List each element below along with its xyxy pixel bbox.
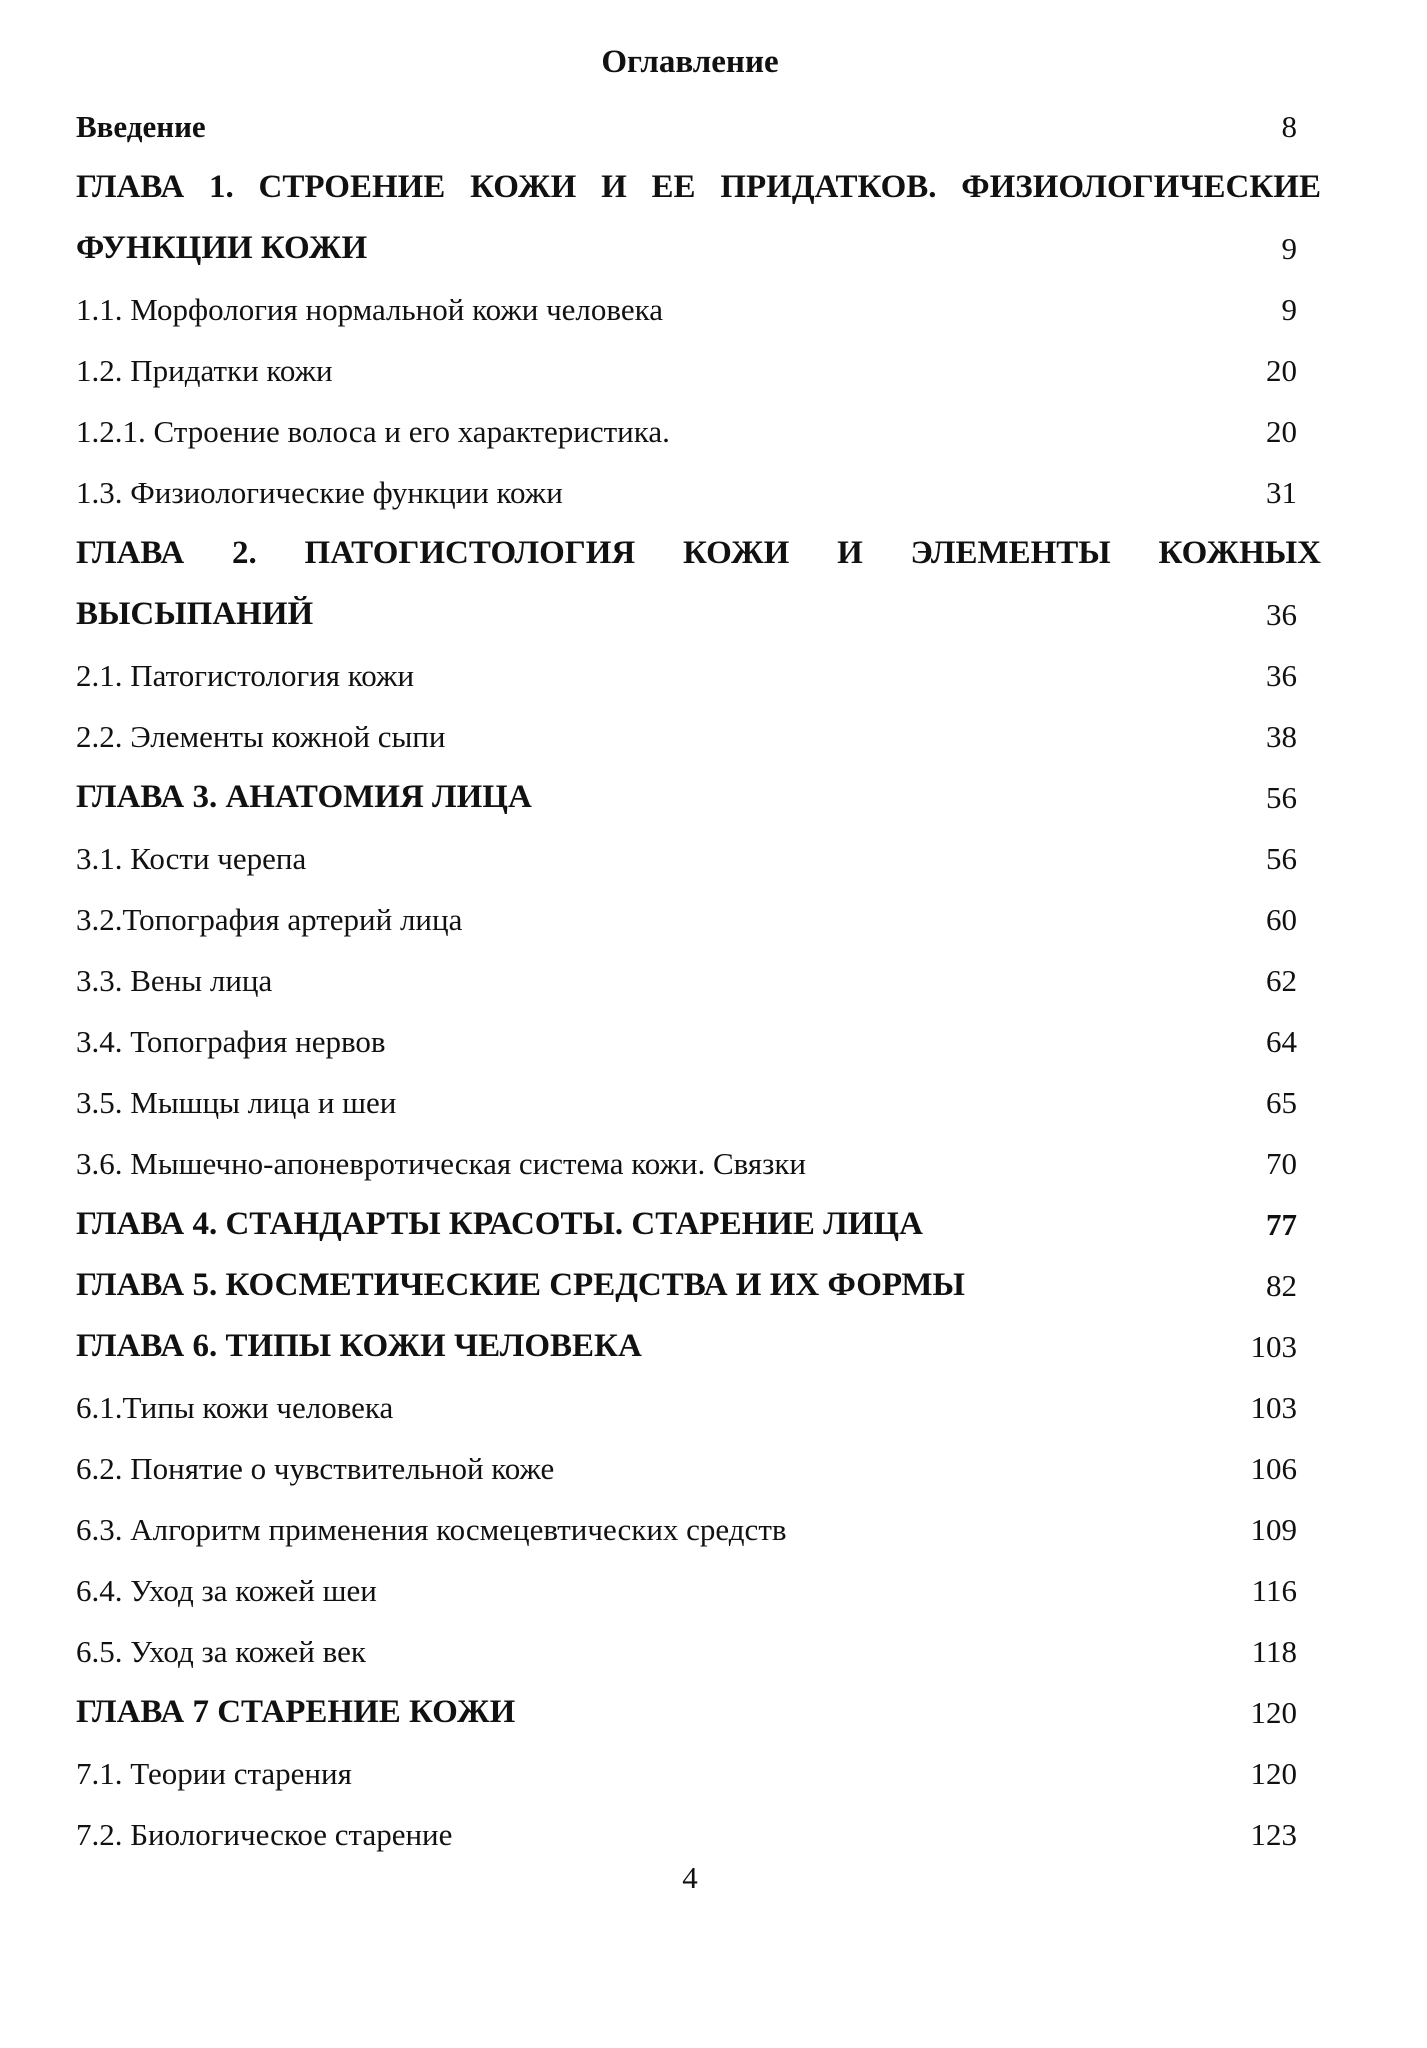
- toc-entry-title: 3.3. Вены лица: [76, 962, 273, 998]
- toc-entry[interactable]: [76, 645, 1321, 706]
- toc-entry-page: 20: [1266, 413, 1297, 449]
- toc-entry-page: 70: [1266, 1145, 1297, 1181]
- toc-entry-title: 1.3. Физиологические функции кожи: [76, 474, 563, 510]
- toc-entry-chapter-2-line-1[interactable]: [76, 523, 1321, 584]
- toc-entry-title: 6.1.Типы кожи человека: [76, 1389, 394, 1425]
- toc-entry[interactable]: [76, 1438, 1321, 1499]
- toc-entry[interactable]: [76, 1743, 1321, 1804]
- toc-entry[interactable]: [76, 462, 1321, 523]
- toc-entry-title: 2.1. Патогистология кожи: [76, 657, 415, 693]
- toc-entry-title: ГЛАВА 5. КОСМЕТИЧЕСКИЕ СРЕДСТВА И ИХ ФОРМЫ: [76, 1267, 965, 1303]
- toc-entry-title: ВЫСЫПАНИЙ: [76, 596, 314, 632]
- toc-entry-page: 123: [1250, 1816, 1297, 1852]
- toc-entry-page: 20: [1266, 352, 1297, 388]
- toc-entry-chapter-3[interactable]: [76, 767, 1321, 828]
- toc-entry[interactable]: [76, 1377, 1321, 1438]
- toc-entry-page: 103: [1250, 1389, 1297, 1425]
- toc-entry-title: 6.2. Понятие о чувствительной коже: [76, 1450, 555, 1486]
- toc-entry[interactable]: [76, 401, 1321, 462]
- toc-entry-page: 116: [1251, 1572, 1297, 1608]
- toc-entry[interactable]: [76, 1072, 1321, 1133]
- toc-entry[interactable]: [76, 1804, 1321, 1865]
- toc-entry-page: 120: [1250, 1694, 1297, 1730]
- toc-entry-page: 9: [1281, 291, 1297, 327]
- toc-entry-title: 6.5. Уход за кожей век: [76, 1633, 366, 1669]
- page-title: Оглавление: [601, 44, 779, 80]
- toc-entry-page: 64: [1266, 1023, 1297, 1059]
- toc-entry-title: ГЛАВА 4. СТАНДАРТЫ КРАСОТЫ. СТАРЕНИЕ ЛИЦА: [76, 1206, 923, 1242]
- table-of-contents: [76, 96, 1321, 1865]
- toc-entry-title: ГЛАВА 6. ТИПЫ КОЖИ ЧЕЛОВЕКА: [76, 1328, 642, 1364]
- toc-entry-page: 8: [1281, 108, 1297, 144]
- toc-entry-title: ГЛАВА 1. СТРОЕНИЕ КОЖИ И ЕЕ ПРИДАТКОВ. ФИЗИОЛОГИЧЕСКИЕ: [76, 169, 1321, 205]
- toc-entry-title: Введение: [76, 108, 206, 144]
- toc-entry-page: 56: [1266, 779, 1297, 815]
- toc-entry-page: 60: [1266, 901, 1297, 937]
- toc-entry-page: 36: [1266, 657, 1297, 693]
- toc-entry[interactable]: [76, 340, 1321, 401]
- toc-entry-chapter-4[interactable]: [76, 1194, 1321, 1255]
- toc-entry-title: ГЛАВА 7 СТАРЕНИЕ КОЖИ: [76, 1694, 516, 1730]
- toc-entry-title: 2.2. Элементы кожной сыпи: [76, 718, 446, 754]
- toc-entry-title: 6.3. Алгоритм применения космецевтических средств: [76, 1511, 787, 1547]
- toc-entry[interactable]: [76, 1499, 1321, 1560]
- toc-entry-page: 56: [1266, 840, 1297, 876]
- toc-entry-chapter-5[interactable]: [76, 1255, 1321, 1316]
- toc-entry-title: 1.2. Придатки кожи: [76, 352, 333, 388]
- toc-entry-title: 1.2.1. Строение волоса и его характеристика.: [76, 413, 670, 449]
- toc-entry-page: 31: [1266, 474, 1297, 510]
- toc-entry-page: 77: [1266, 1206, 1297, 1242]
- toc-entry-page: 103: [1250, 1328, 1297, 1364]
- toc-entry-page: 120: [1250, 1755, 1297, 1791]
- toc-entry-introduction[interactable]: [76, 96, 1321, 157]
- toc-entry[interactable]: [76, 279, 1321, 340]
- toc-entry-page: 38: [1266, 718, 1297, 754]
- toc-entry-title: 1.1. Морфология нормальной кожи человека: [76, 291, 663, 327]
- toc-entry-title: ФУНКЦИИ КОЖИ: [76, 230, 368, 266]
- toc-entry-title: 3.2.Топография артерий лица: [76, 901, 463, 937]
- toc-entry-chapter-2-line-2[interactable]: [76, 584, 1321, 645]
- toc-entry-chapter-1-line-2[interactable]: [76, 218, 1321, 279]
- toc-entry-page: 62: [1266, 962, 1297, 998]
- toc-entry-chapter-1-line-1[interactable]: [76, 157, 1321, 218]
- toc-entry-title: 3.5. Мышцы лица и шеи: [76, 1084, 397, 1120]
- toc-entry-title: 3.4. Топография нервов: [76, 1023, 386, 1059]
- toc-entry[interactable]: [76, 706, 1321, 767]
- page-number: 4: [682, 1860, 698, 1895]
- toc-entry-title: 7.1. Теории старения: [76, 1755, 352, 1791]
- toc-entry-page: 82: [1266, 1267, 1297, 1303]
- toc-entry-chapter-6[interactable]: [76, 1316, 1321, 1377]
- toc-entry[interactable]: [76, 950, 1321, 1011]
- toc-entry-chapter-7[interactable]: [76, 1682, 1321, 1743]
- toc-entry[interactable]: [76, 828, 1321, 889]
- toc-entry-page: 106: [1250, 1450, 1297, 1486]
- toc-entry-title: 6.4. Уход за кожей шеи: [76, 1572, 377, 1608]
- toc-entry-page: 109: [1250, 1511, 1297, 1547]
- toc-entry-title: ГЛАВА 2. ПАТОГИСТОЛОГИЯ КОЖИ И ЭЛЕМЕНТЫ КОЖНЫХ: [76, 535, 1321, 571]
- toc-entry[interactable]: [76, 1560, 1321, 1621]
- toc-entry-title: 7.2. Биологическое старение: [76, 1816, 453, 1852]
- toc-entry-page: 9: [1281, 230, 1297, 266]
- toc-entry-title: ГЛАВА 3. АНАТОМИЯ ЛИЦА: [76, 779, 532, 815]
- toc-entry[interactable]: [76, 1621, 1321, 1682]
- toc-entry-page: 36: [1266, 596, 1297, 632]
- toc-entry-page: 118: [1251, 1633, 1297, 1669]
- toc-entry-page: 65: [1266, 1084, 1297, 1120]
- toc-entry[interactable]: [76, 1133, 1321, 1194]
- toc-entry-title: 3.6. Мышечно-апоневротическая система кожи. Связки: [76, 1145, 807, 1181]
- toc-entry[interactable]: [76, 889, 1321, 950]
- toc-entry-title: 3.1. Кости черепа: [76, 840, 307, 876]
- toc-entry[interactable]: [76, 1011, 1321, 1072]
